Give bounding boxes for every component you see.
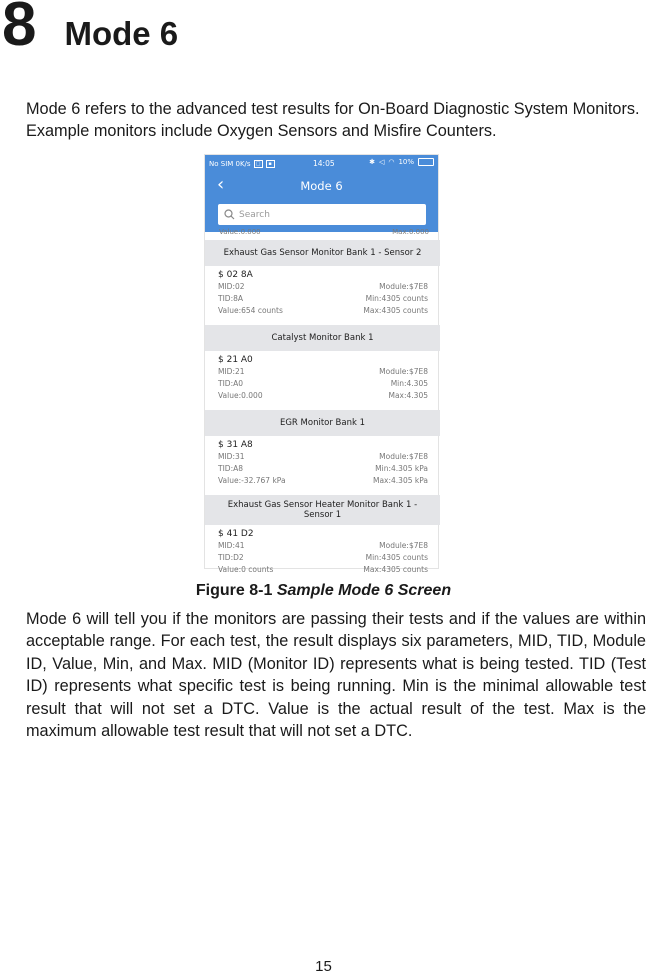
- test-code: $ 41 D2: [218, 529, 254, 539]
- chapter-title: Mode 6: [64, 15, 179, 52]
- intro-paragraph: Mode 6 refers to the advanced test results for On-Board Diagnostic System Monitors. Example monitors include Oxygen Sensors and Misfire Counters.: [26, 100, 640, 141]
- mid-text: MID:31: [218, 452, 245, 461]
- min-text: Min:4305 counts: [365, 553, 428, 562]
- mute-icon: ◁: [378, 158, 385, 166]
- value-text: Value:0.000: [219, 228, 261, 236]
- value-text: Value:654 counts: [218, 306, 283, 315]
- photo-icon: ▪: [266, 160, 275, 168]
- carrier-text: No SIM 0K/s: [209, 159, 251, 168]
- battery-percent: 10%: [398, 158, 414, 166]
- results-list[interactable]: [205, 228, 438, 574]
- max-text: Max:4305 counts: [363, 306, 428, 315]
- value-text: Value:-32.767 kPa: [218, 476, 286, 485]
- min-text: Min:4.305 kPa: [375, 464, 428, 473]
- back-arrow-icon[interactable]: ‹: [217, 174, 225, 195]
- battery-icon: [418, 158, 434, 166]
- value-text: Value:0.000: [218, 391, 263, 400]
- figure-caption: [0, 582, 647, 600]
- list-item: [219, 228, 429, 236]
- module-text: Module:$7E8: [379, 367, 428, 376]
- min-text: Min:4305 counts: [365, 294, 428, 303]
- mid-text: MID:21: [218, 367, 245, 376]
- screen-title: Mode 6: [300, 179, 343, 193]
- list-item[interactable]: [218, 529, 428, 576]
- figure-label: Figure 8-1: [195, 582, 273, 599]
- body-paragraph: Mode 6 will tell you if the monitors are passing their tests and if the values are within acceptable range. For each test, the result displays six parameters, MID, TID, Module ID, Value, Min, and Max. MID (Monitor ID) represents what is being tested. TID (Test ID) represents what specific test is being running. Min is the minimal allowable test result that will not set a DTC. Value is the actual result of the test. Max is the maximum allowable test result that will not set a DTC.: [26, 610, 646, 741]
- module-text: Module:$7E8: [379, 452, 428, 461]
- section-header: Catalyst Monitor Bank 1: [205, 325, 440, 351]
- mid-text: MID:02: [218, 282, 245, 291]
- bluetooth-icon: ✱: [369, 158, 375, 166]
- test-code: $ 31 A8: [218, 440, 253, 450]
- list-item[interactable]: [218, 270, 428, 317]
- notification-icon: □: [254, 160, 263, 168]
- section-header: Exhaust Gas Sensor Heater Monitor Bank 1 - Sensor 1: [205, 495, 440, 525]
- value-text: Value:0 counts: [218, 565, 274, 574]
- page-number: 15: [315, 958, 332, 975]
- max-text: Max:4.305: [388, 391, 428, 400]
- status-bar: [205, 155, 438, 172]
- app-header: [205, 155, 438, 232]
- list-item[interactable]: [218, 440, 428, 487]
- tid-text: TID:D2: [218, 553, 244, 562]
- tid-text: TID:A0: [218, 379, 243, 388]
- module-text: Module:$7E8: [379, 541, 428, 550]
- search-input[interactable]: [218, 204, 426, 225]
- module-text: Module:$7E8: [379, 282, 428, 291]
- test-code: $ 21 A0: [218, 355, 253, 365]
- list-item[interactable]: [218, 355, 428, 402]
- status-time: 14:05: [313, 159, 335, 168]
- search-icon: [224, 209, 235, 220]
- mid-text: MID:41: [218, 541, 245, 550]
- figure-title: Sample Mode 6 Screen: [276, 582, 452, 599]
- tid-text: TID:8A: [218, 294, 243, 303]
- mode6-screenshot: [204, 154, 439, 574]
- chapter-heading: [2, 0, 179, 59]
- test-code: $ 02 8A: [218, 270, 253, 280]
- max-text: Max:4305 counts: [363, 565, 428, 574]
- tid-text: TID:A8: [218, 464, 243, 473]
- section-header: Exhaust Gas Sensor Monitor Bank 1 - Sensor 2: [205, 240, 440, 266]
- section-header: EGR Monitor Bank 1: [205, 410, 440, 436]
- chapter-number: 8: [2, 0, 37, 59]
- wifi-icon: ◠: [388, 158, 395, 166]
- max-text: Max:4.305 kPa: [372, 476, 428, 485]
- min-text: Min:4.305: [390, 379, 428, 388]
- search-placeholder: Search: [239, 209, 270, 220]
- max-text: Max:0.000: [392, 228, 429, 236]
